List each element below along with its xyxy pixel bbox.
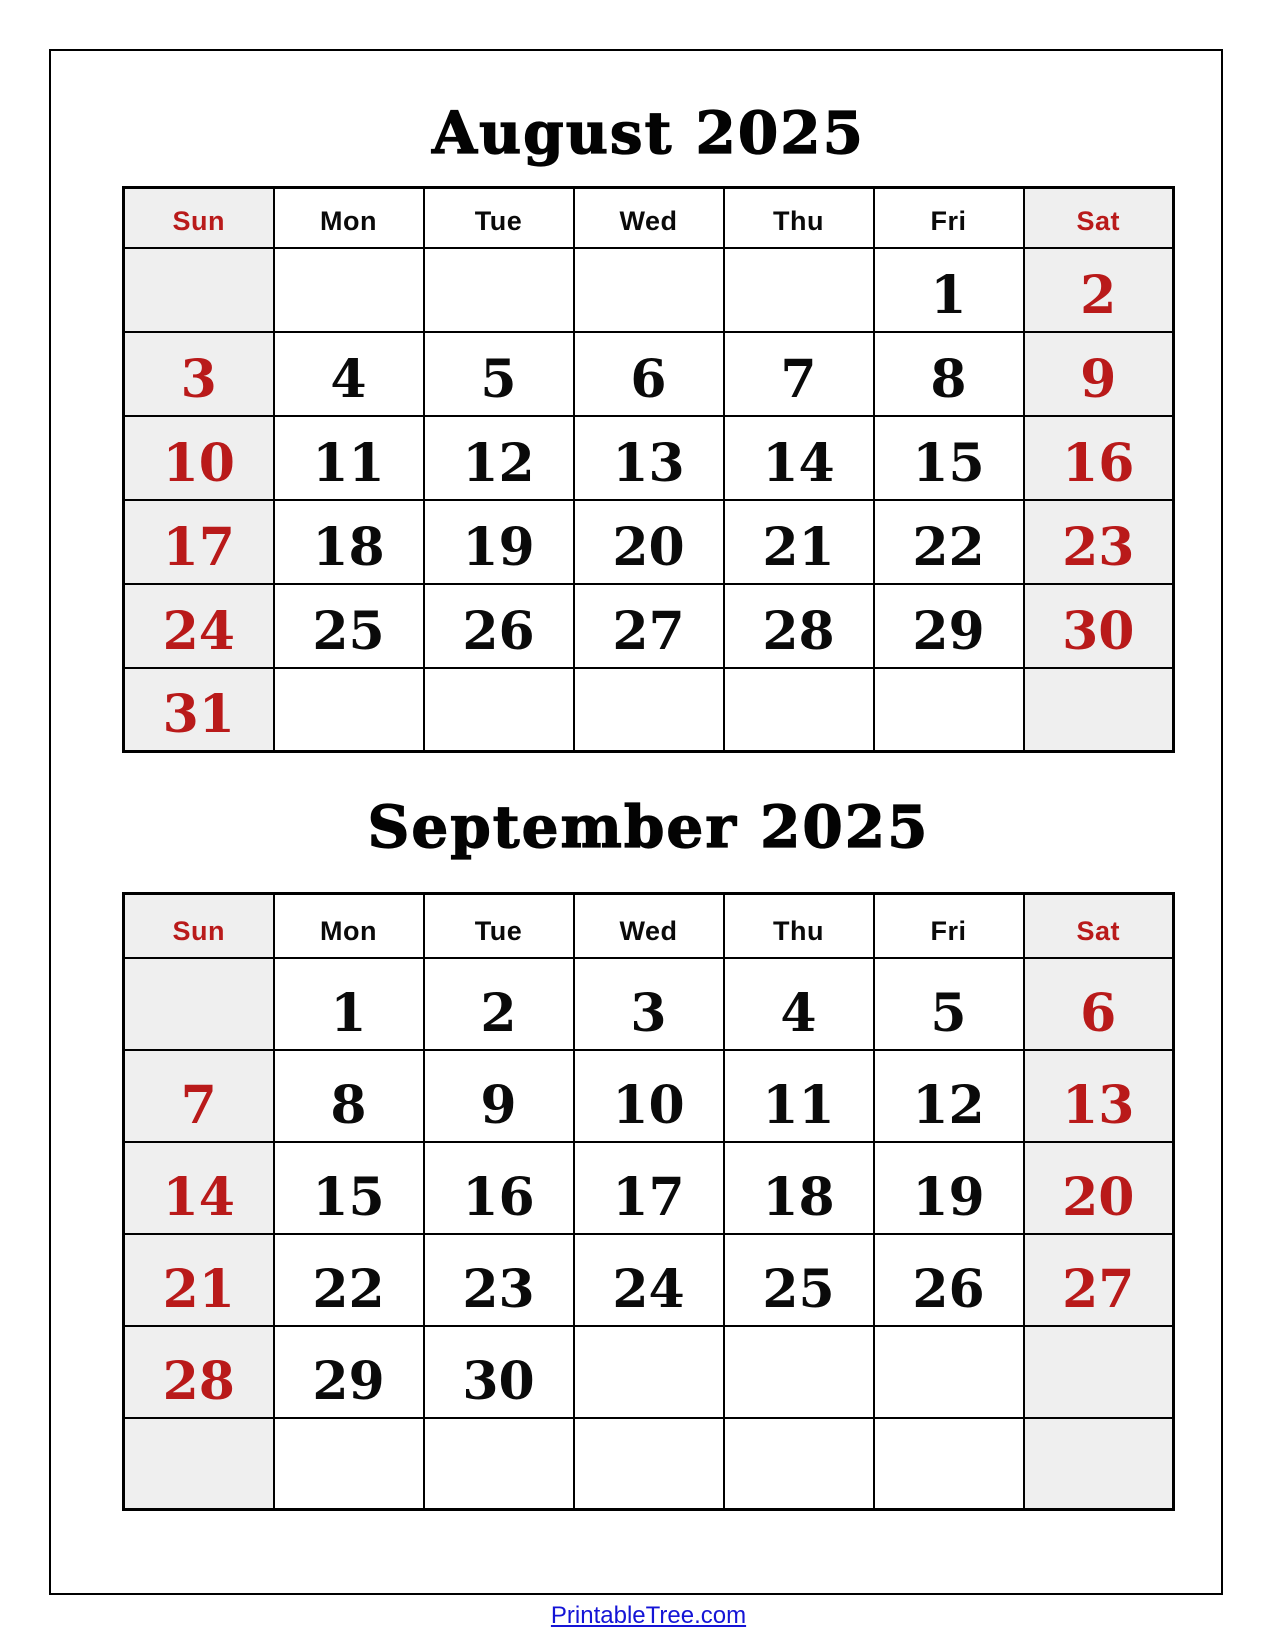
day-cell-september-17: 17 bbox=[574, 1142, 724, 1234]
calendar-august bbox=[122, 186, 1175, 753]
day-cell-august-25: 25 bbox=[274, 584, 424, 668]
empty-cell bbox=[724, 1326, 874, 1418]
day-cell-september-2: 2 bbox=[424, 958, 574, 1050]
day-cell-september-24: 24 bbox=[574, 1234, 724, 1326]
day-cell-august-24: 24 bbox=[124, 584, 274, 668]
empty-cell bbox=[124, 958, 274, 1050]
weekday-header-mon: Mon bbox=[274, 894, 424, 958]
day-cell-august-10: 10 bbox=[124, 416, 274, 500]
weekday-header-sat: Sat bbox=[1024, 188, 1174, 248]
day-cell-august-31: 31 bbox=[124, 668, 274, 752]
day-cell-september-14: 14 bbox=[124, 1142, 274, 1234]
empty-cell bbox=[274, 668, 424, 752]
day-cell-september-22: 22 bbox=[274, 1234, 424, 1326]
week-row bbox=[124, 1142, 1174, 1234]
week-row bbox=[124, 416, 1174, 500]
weekday-header-thu: Thu bbox=[724, 894, 874, 958]
day-cell-august-3: 3 bbox=[124, 332, 274, 416]
day-cell-september-11: 11 bbox=[724, 1050, 874, 1142]
day-cell-september-10: 10 bbox=[574, 1050, 724, 1142]
empty-cell bbox=[574, 1326, 724, 1418]
day-cell-august-28: 28 bbox=[724, 584, 874, 668]
day-cell-september-7: 7 bbox=[124, 1050, 274, 1142]
empty-cell bbox=[1024, 1326, 1174, 1418]
day-cell-september-28: 28 bbox=[124, 1326, 274, 1418]
day-cell-september-16: 16 bbox=[424, 1142, 574, 1234]
empty-cell bbox=[574, 668, 724, 752]
day-cell-august-12: 12 bbox=[424, 416, 574, 500]
empty-cell bbox=[424, 1418, 574, 1510]
weekday-header-mon: Mon bbox=[274, 188, 424, 248]
day-cell-august-2: 2 bbox=[1024, 248, 1174, 332]
day-cell-september-23: 23 bbox=[424, 1234, 574, 1326]
day-cell-august-14: 14 bbox=[724, 416, 874, 500]
month-title-september: September 2025 bbox=[367, 793, 930, 861]
week-row bbox=[124, 1234, 1174, 1326]
empty-cell bbox=[724, 668, 874, 752]
day-cell-august-29: 29 bbox=[874, 584, 1024, 668]
day-cell-august-18: 18 bbox=[274, 500, 424, 584]
day-cell-august-19: 19 bbox=[424, 500, 574, 584]
day-cell-september-9: 9 bbox=[424, 1050, 574, 1142]
day-cell-september-27: 27 bbox=[1024, 1234, 1174, 1326]
day-cell-august-15: 15 bbox=[874, 416, 1024, 500]
weekday-header-sat: Sat bbox=[1024, 894, 1174, 958]
week-row bbox=[124, 248, 1174, 332]
day-cell-september-19: 19 bbox=[874, 1142, 1024, 1234]
day-cell-august-8: 8 bbox=[874, 332, 1024, 416]
weekday-header-row bbox=[124, 188, 1174, 248]
week-row bbox=[124, 958, 1174, 1050]
empty-cell bbox=[724, 248, 874, 332]
day-cell-september-13: 13 bbox=[1024, 1050, 1174, 1142]
empty-cell bbox=[574, 1418, 724, 1510]
week-row bbox=[124, 668, 1174, 752]
empty-cell bbox=[1024, 1418, 1174, 1510]
weekday-header-thu: Thu bbox=[724, 188, 874, 248]
empty-cell bbox=[274, 1418, 424, 1510]
day-cell-september-15: 15 bbox=[274, 1142, 424, 1234]
empty-cell bbox=[424, 248, 574, 332]
week-row bbox=[124, 500, 1174, 584]
day-cell-september-25: 25 bbox=[724, 1234, 874, 1326]
week-row bbox=[124, 1050, 1174, 1142]
empty-cell bbox=[124, 1418, 274, 1510]
calendar-september bbox=[122, 892, 1175, 1511]
weekday-header-sun: Sun bbox=[124, 188, 274, 248]
empty-cell bbox=[574, 248, 724, 332]
weekday-header-row bbox=[124, 894, 1174, 958]
day-cell-september-18: 18 bbox=[724, 1142, 874, 1234]
day-cell-august-16: 16 bbox=[1024, 416, 1174, 500]
day-cell-august-1: 1 bbox=[874, 248, 1024, 332]
day-cell-august-13: 13 bbox=[574, 416, 724, 500]
day-cell-september-12: 12 bbox=[874, 1050, 1024, 1142]
day-cell-august-11: 11 bbox=[274, 416, 424, 500]
day-cell-august-20: 20 bbox=[574, 500, 724, 584]
day-cell-september-8: 8 bbox=[274, 1050, 424, 1142]
day-cell-september-5: 5 bbox=[874, 958, 1024, 1050]
day-cell-september-29: 29 bbox=[274, 1326, 424, 1418]
day-cell-september-4: 4 bbox=[724, 958, 874, 1050]
day-cell-august-7: 7 bbox=[724, 332, 874, 416]
footer-link[interactable]: PrintableTree.com bbox=[550, 1602, 747, 1629]
day-cell-august-6: 6 bbox=[574, 332, 724, 416]
weekday-header-wed: Wed bbox=[574, 894, 724, 958]
empty-cell bbox=[1024, 668, 1174, 752]
weekday-header-sun: Sun bbox=[124, 894, 274, 958]
day-cell-august-23: 23 bbox=[1024, 500, 1174, 584]
empty-cell bbox=[874, 668, 1024, 752]
day-cell-august-5: 5 bbox=[424, 332, 574, 416]
weekday-header-tue: Tue bbox=[424, 188, 574, 248]
day-cell-september-21: 21 bbox=[124, 1234, 274, 1326]
day-cell-august-30: 30 bbox=[1024, 584, 1174, 668]
weekday-header-fri: Fri bbox=[874, 188, 1024, 248]
empty-cell bbox=[874, 1418, 1024, 1510]
footer bbox=[122, 1602, 1175, 1630]
weekday-header-fri: Fri bbox=[874, 894, 1024, 958]
week-row bbox=[124, 584, 1174, 668]
day-cell-august-27: 27 bbox=[574, 584, 724, 668]
day-cell-september-1: 1 bbox=[274, 958, 424, 1050]
day-cell-september-26: 26 bbox=[874, 1234, 1024, 1326]
day-cell-august-26: 26 bbox=[424, 584, 574, 668]
empty-cell bbox=[874, 1326, 1024, 1418]
day-cell-august-17: 17 bbox=[124, 500, 274, 584]
weekday-header-tue: Tue bbox=[424, 894, 574, 958]
empty-cell bbox=[274, 248, 424, 332]
day-cell-september-30: 30 bbox=[424, 1326, 574, 1418]
day-cell-august-22: 22 bbox=[874, 500, 1024, 584]
day-cell-september-20: 20 bbox=[1024, 1142, 1174, 1234]
day-cell-september-3: 3 bbox=[574, 958, 724, 1050]
week-row bbox=[124, 332, 1174, 416]
day-cell-august-21: 21 bbox=[724, 500, 874, 584]
weekday-header-wed: Wed bbox=[574, 188, 724, 248]
empty-cell bbox=[424, 668, 574, 752]
week-row bbox=[124, 1326, 1174, 1418]
week-row bbox=[124, 1418, 1174, 1510]
day-cell-august-4: 4 bbox=[274, 332, 424, 416]
month-title-august: August 2025 bbox=[432, 99, 865, 167]
empty-cell bbox=[724, 1418, 874, 1510]
empty-cell bbox=[124, 248, 274, 332]
day-cell-august-9: 9 bbox=[1024, 332, 1174, 416]
day-cell-september-6: 6 bbox=[1024, 958, 1174, 1050]
